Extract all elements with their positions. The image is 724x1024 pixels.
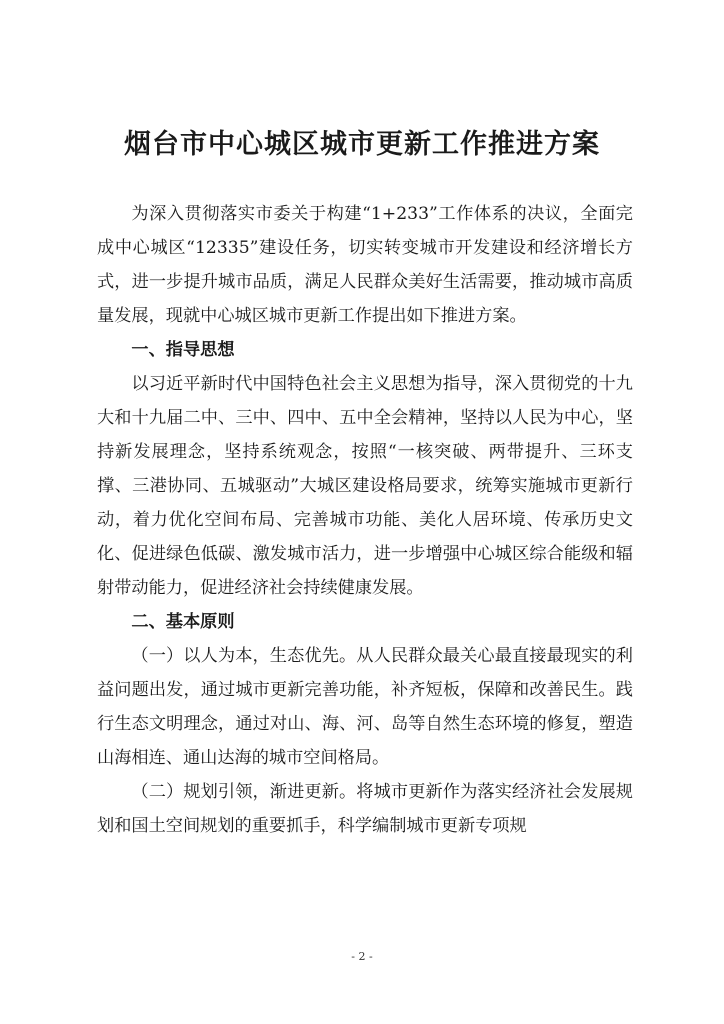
principle-1-paragraph: （一）以人为本，生态优先。从人民群众最关心最直接最现实的利益问题出发，通过城市更新完善功能，补齐短板，保障和改善民生。践行生态文明理念，通过对山、海、河、岛等自然生态环境的修复，塑造山海相连、通山达海的城市空间格局。 xyxy=(97,646,633,768)
section-heading-guiding-ideology: 一、指导思想 xyxy=(131,340,235,360)
document-title: 烟台市中心城区城市更新工作推进方案 xyxy=(124,129,600,160)
page-number: - 2 - xyxy=(351,950,373,963)
guiding-ideology-paragraph: 以习近平新时代中国特色社会主义思想为指导，深入贯彻党的十九大和十九届二中、三中、四中、五中全会精神，坚持以人民为中心，坚持新发展理念，坚持系统观念，按照“一核突破、两带提升、三环支撑、三港协同、五城驱动”大城区建设格局要求，统筹实施城市更新行动，着力优化空间布局、完善城市功能、美化人居环境、传承历史文化、促进绿色低碳、激发城市活力，进一步增强中心城区综合能级和辐射带动能力，促进经济社会持续健康发展。 xyxy=(97,374,633,598)
section-heading-basic-principles: 二、基本原则 xyxy=(131,612,235,632)
principle-2-paragraph: （二）规划引领，渐进更新。将城市更新作为落实经济社会发展规划和国土空间规划的重要抓手，科学编制城市更新专项规 xyxy=(97,782,633,836)
document-body xyxy=(97,197,633,843)
intro-paragraph: 为深入贯彻落实市委关于构建“1+233”工作体系的决议，全面完成中心城区“12335”建设任务，切实转变城市开发建设和经济增长方式，进一步提升城市品质，满足人民群众美好生活需要，推动城市高质量发展，现就中心城区城市更新工作提出如下推进方案。 xyxy=(97,204,633,326)
